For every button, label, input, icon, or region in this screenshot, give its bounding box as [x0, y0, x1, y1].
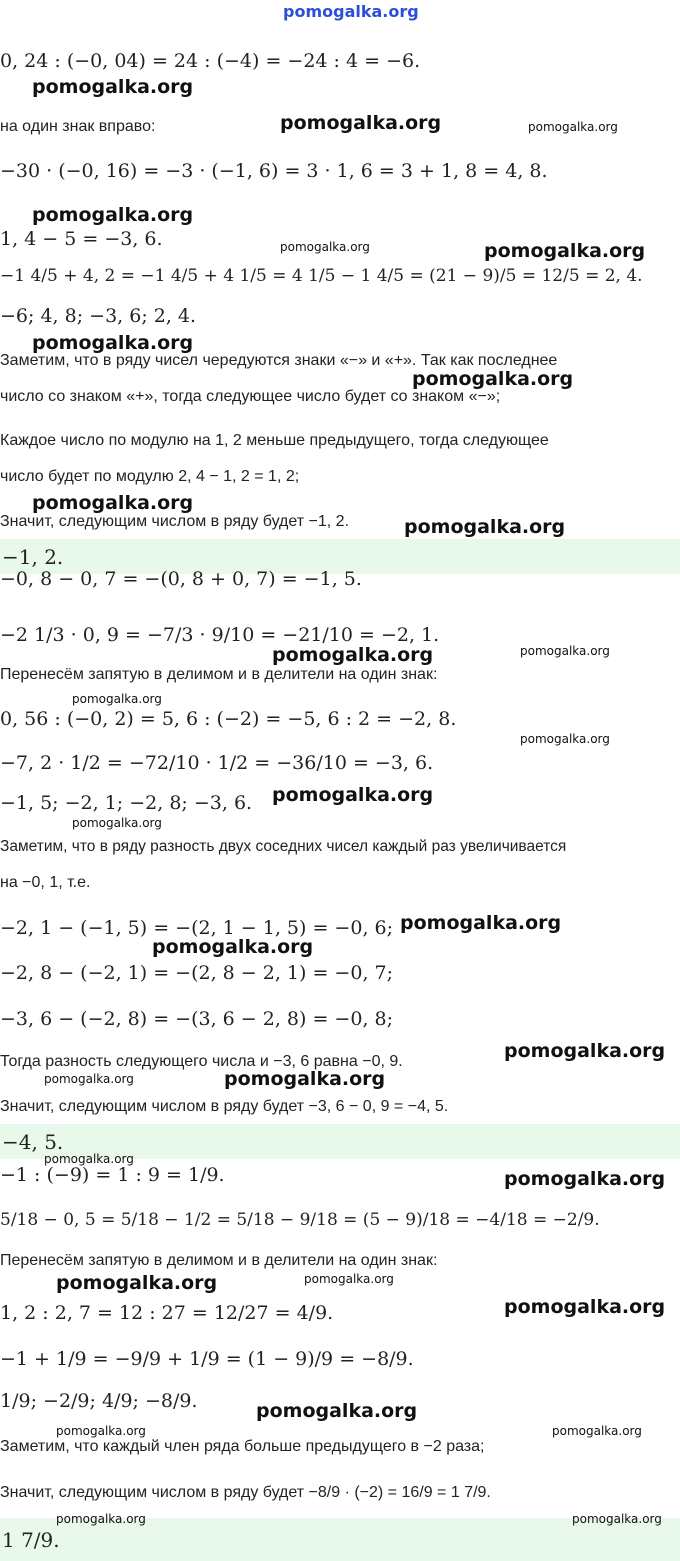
watermark: pomogalka.org — [256, 1400, 418, 1422]
watermark: pomogalka.org — [520, 644, 610, 658]
watermark: pomogalka.org — [400, 912, 562, 934]
watermark: pomogalka.org — [572, 1512, 662, 1526]
watermark: pomogalka.org — [56, 1272, 218, 1294]
line-31: Заметим, что каждый член ряда больше предыдущего в −2 раза; — [0, 1438, 485, 1455]
line-8: число со знаком «+», тогда следующее число будет со знаком «−»; — [0, 388, 501, 405]
line-32: Значит, следующим числом в ряду будет −8/9 · (−2) = 16/9 = 1 7/9. — [0, 1484, 491, 1501]
watermark: pomogalka.org — [72, 816, 162, 830]
line-30: 1/9; −2/9; 4/9; −8/9. — [0, 1390, 198, 1412]
watermark: pomogalka.org — [272, 784, 434, 806]
line-21: −2, 8 − (−2, 1) = −(2, 8 − 2, 1) = −0, 7; — [0, 962, 394, 984]
line-17: −1, 5; −2, 1; −2, 8; −3, 6. — [0, 792, 253, 814]
line-3: −30 · (−0, 16) = −3 · (−1, 6) = 3 · 1, 6 = 3 + 1, 8 = 4, 8. — [0, 160, 548, 182]
line-14: Перенесём запятую в делимом и в делители на один знак: — [0, 666, 438, 683]
watermark: pomogalka.org — [32, 332, 194, 354]
header-site-watermark: pomogalka.org — [283, 2, 419, 21]
watermark: pomogalka.org — [44, 1152, 134, 1166]
line-7: Заметим, что в ряду чисел чередуются знаки «−» и «+». Так как последнее — [0, 352, 558, 369]
line-25: −1 : (−9) = 1 : 9 = 1/9. — [0, 1164, 225, 1186]
watermark: pomogalka.org — [484, 240, 646, 262]
watermark: pomogalka.org — [32, 204, 194, 226]
line-1: 0, 24 : (−0, 04) = 24 : (−4) = −24 : 4 = −6. — [0, 50, 421, 72]
watermark: pomogalka.org — [272, 644, 434, 666]
watermark: pomogalka.org — [32, 492, 194, 514]
watermark: pomogalka.org — [304, 1272, 394, 1286]
watermark: pomogalka.org — [56, 1424, 146, 1438]
line-11: Значит, следующим числом в ряду будет −1, 2. — [0, 513, 350, 530]
watermark: pomogalka.org — [152, 936, 314, 958]
line-15: 0, 56 : (−0, 2) = 5, 6 : (−2) = −5, 6 : 2 = −2, 8. — [0, 708, 457, 730]
line-22: −3, 6 − (−2, 8) = −(3, 6 − 2, 8) = −0, 8; — [0, 1008, 394, 1030]
watermark: pomogalka.org — [504, 1296, 666, 1318]
watermark: pomogalka.org — [404, 516, 566, 538]
line-19: на −0, 1, т.е. — [0, 874, 91, 891]
line-24: Значит, следующим числом в ряду будет −3, 6 − 0, 9 = −4, 5. — [0, 1098, 449, 1115]
line-18: Заметим, что в ряду разность двух соседних чисел каждый раз увеличивается — [0, 838, 567, 855]
watermark: pomogalka.org — [528, 120, 618, 134]
watermark: pomogalka.org — [72, 692, 162, 706]
line-26: 5/18 − 0, 5 = 5/18 − 1/2 = 5/18 − 9/18 = (5 − 9)/18 = −4/18 = −2/9. — [0, 1210, 600, 1230]
watermark: pomogalka.org — [280, 240, 370, 254]
watermark: pomogalka.org — [552, 1424, 642, 1438]
watermark: pomogalka.org — [412, 368, 574, 390]
watermark: pomogalka.org — [280, 112, 442, 134]
line-23: Тогда разность следующего числа и −3, 6 равна −0, 9. — [0, 1053, 403, 1070]
line-5: −1 4/5 + 4, 2 = −1 4/5 + 4 1/5 = 4 1/5 − 1 4/5 = (21 − 9)/5 = 12/5 = 2, 4. — [0, 266, 643, 286]
answer-2: −4, 5. — [2, 1130, 64, 1154]
line-27: Перенесём запятую в делимом и в делители на один знак: — [0, 1252, 438, 1269]
answer-3: 1 7/9. — [2, 1528, 60, 1552]
watermark: pomogalka.org — [44, 1072, 134, 1086]
watermark: pomogalka.org — [224, 1068, 386, 1090]
answer-1: −1, 2. — [2, 545, 64, 569]
line-12: −0, 8 − 0, 7 = −(0, 8 + 0, 7) = −1, 5. — [0, 568, 362, 590]
watermark: pomogalka.org — [520, 732, 610, 746]
watermark: pomogalka.org — [504, 1040, 666, 1062]
line-2: на один знак вправо: — [0, 118, 156, 135]
line-28: 1, 2 : 2, 7 = 12 : 27 = 12/27 = 4/9. — [0, 1302, 334, 1324]
line-10: число будет по модулю 2, 4 − 1, 2 = 1, 2; — [0, 468, 300, 485]
watermark: pomogalka.org — [504, 1168, 666, 1190]
line-4: 1, 4 − 5 = −3, 6. — [0, 228, 163, 250]
line-29: −1 + 1/9 = −9/9 + 1/9 = (1 − 9)/9 = −8/9. — [0, 1348, 414, 1370]
line-20: −2, 1 − (−1, 5) = −(2, 1 − 1, 5) = −0, 6; — [0, 917, 394, 939]
watermark: pomogalka.org — [32, 76, 194, 98]
line-6: −6; 4, 8; −3, 6; 2, 4. — [0, 305, 197, 327]
line-16: −7, 2 · 1/2 = −72/10 · 1/2 = −36/10 = −3, 6. — [0, 752, 434, 774]
line-13: −2 1/3 · 0, 9 = −7/3 · 9/10 = −21/10 = −2, 1. — [0, 624, 440, 646]
line-9: Каждое число по модулю на 1, 2 меньше предыдущего, тогда следующее — [0, 432, 549, 449]
watermark: pomogalka.org — [56, 1512, 146, 1526]
